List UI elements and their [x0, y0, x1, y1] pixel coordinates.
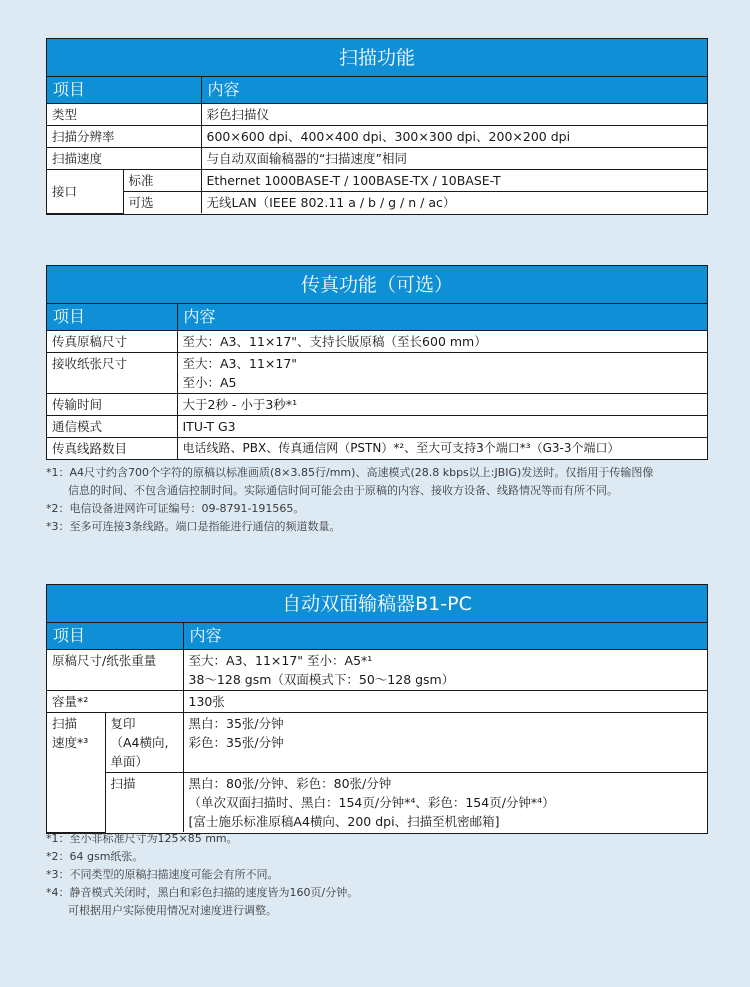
adf-spec-table [47, 623, 707, 833]
table-row [47, 438, 707, 460]
row-value: ITU-T G3 [177, 416, 707, 438]
footnote: *1：至小非标准尺寸为125×85 mm。 [46, 832, 238, 845]
fax-section [46, 265, 708, 460]
table-row [47, 148, 707, 170]
row-label: 传真线路数目 [47, 438, 177, 460]
value-line: 黑白：35张/分钟 [188, 716, 284, 731]
row-value [183, 773, 707, 833]
footnote: *4：静音模式关闭时，黑白和彩色扫描的速度皆为160页/分钟。 [46, 886, 359, 899]
row-value: 130张 [183, 691, 707, 713]
header-content: 内容 [177, 304, 707, 331]
row-value [177, 353, 707, 394]
table-header-row [47, 623, 707, 650]
table-row [47, 713, 707, 773]
table-row [47, 353, 707, 394]
footnote: *3：不同类型的原稿扫描速度可能会有所不同。 [46, 868, 279, 881]
table-row [47, 394, 707, 416]
row-label: 原稿尺寸/纸张重量 [47, 650, 183, 691]
row-sublabel: 扫描 [105, 773, 183, 833]
value-line: 黑白：80张/分钟、彩色：80张/分钟 [188, 776, 392, 791]
label-line: 复印 [110, 716, 136, 731]
row-label: 接收纸张尺寸 [47, 353, 177, 394]
row-label: 接口 [47, 170, 123, 214]
label-line: 单面） [110, 754, 149, 769]
header-item: 项目 [47, 623, 183, 650]
value-line: 至大：A3、11×17" 至小：A5*¹ [188, 653, 373, 668]
row-value: 大于2秒 - 小于3秒*¹ [177, 394, 707, 416]
value-line: 彩色：35张/分钟 [188, 735, 284, 750]
header-item: 项目 [47, 77, 201, 104]
header-item: 项目 [47, 304, 177, 331]
label-line: （A4横向, [110, 735, 169, 750]
table-row [47, 773, 707, 833]
value-line: 至小：A5 [182, 375, 237, 390]
table-row [47, 650, 707, 691]
value-line: 38～128 gsm（双面模式下：50～128 gsm） [188, 672, 455, 687]
footnote: 可根据用户实际使用情况对速度进行调整。 [68, 904, 277, 917]
table-row [47, 104, 707, 126]
table-row [47, 691, 707, 713]
row-label: 容量*² [47, 691, 183, 713]
adf-section [46, 584, 708, 834]
table-row [47, 192, 707, 214]
row-value [183, 650, 707, 691]
scan-section [46, 38, 708, 215]
row-value [183, 713, 707, 773]
row-label [47, 713, 105, 833]
row-sublabel: 可选 [123, 192, 201, 214]
header-content: 内容 [201, 77, 707, 104]
fax-spec-table [47, 304, 707, 459]
table-row [47, 331, 707, 353]
row-value: 与自动双面输稿器的“扫描速度”相同 [201, 148, 707, 170]
footnote: *3：至多可连接3条线路。端口是指能进行通信的频道数量。 [46, 520, 341, 533]
table-header-row [47, 77, 707, 104]
table-row [47, 170, 707, 192]
row-label: 通信模式 [47, 416, 177, 438]
row-label: 扫描速度 [47, 148, 201, 170]
row-label: 类型 [47, 104, 201, 126]
value-line: （单次双面扫描时、黑白：154页/分钟*⁴、彩色：154页/分钟*⁴） [188, 795, 555, 810]
footnote: *1：A4尺寸约含700个字符的原稿以标准画质(8×3.85行/mm)、高速模式(28.8 kbps以上:JBIG)发送时。仅指用于传输图像 [46, 466, 654, 479]
label-line: 速度*³ [52, 735, 89, 750]
label-line: 扫描 [52, 716, 78, 731]
footnote: 信息的时间、不包含通信控制时间。实际通信时间可能会由于原稿的内容、接收方设备、线路情况等而有所不同。 [68, 484, 618, 497]
adf-section-title: 自动双面输稿器B1-PC [47, 585, 707, 623]
row-label: 扫描分辨率 [47, 126, 201, 148]
adf-notes [46, 830, 726, 920]
scan-section-title: 扫描功能 [47, 39, 707, 77]
row-value: 无线LAN（IEEE 802.11 a / b / g / n / ac） [201, 192, 707, 214]
row-value: 电话线路、PBX、传真通信网（PSTN）*²、至大可支持3个端口*³（G3-3个端口） [177, 438, 707, 460]
footnote: *2：电信设备进网许可证编号：09-8791-191565。 [46, 502, 305, 515]
row-value: 600×600 dpi、400×400 dpi、300×300 dpi、200×200 dpi [201, 126, 707, 148]
row-sublabel [105, 713, 183, 773]
footnote: *2：64 gsm纸张。 [46, 850, 144, 863]
row-sublabel: 标准 [123, 170, 201, 192]
scan-spec-table [47, 77, 707, 214]
value-line: [富士施乐标准原稿A4横向、200 dpi、扫描至机密邮箱] [188, 814, 500, 829]
header-content: 内容 [183, 623, 707, 650]
row-value: Ethernet 1000BASE-T / 100BASE-TX / 10BASE-T [201, 170, 707, 192]
row-label: 传输时间 [47, 394, 177, 416]
row-value: 彩色扫描仪 [201, 104, 707, 126]
fax-section-title: 传真功能（可选） [47, 266, 707, 304]
value-line: 至大：A3、11×17" [182, 356, 298, 371]
table-row [47, 416, 707, 438]
table-header-row [47, 304, 707, 331]
table-row [47, 126, 707, 148]
fax-notes [46, 464, 726, 536]
row-label: 传真原稿尺寸 [47, 331, 177, 353]
row-value: 至大：A3、11×17"、支持长版原稿（至长600 mm） [177, 331, 707, 353]
